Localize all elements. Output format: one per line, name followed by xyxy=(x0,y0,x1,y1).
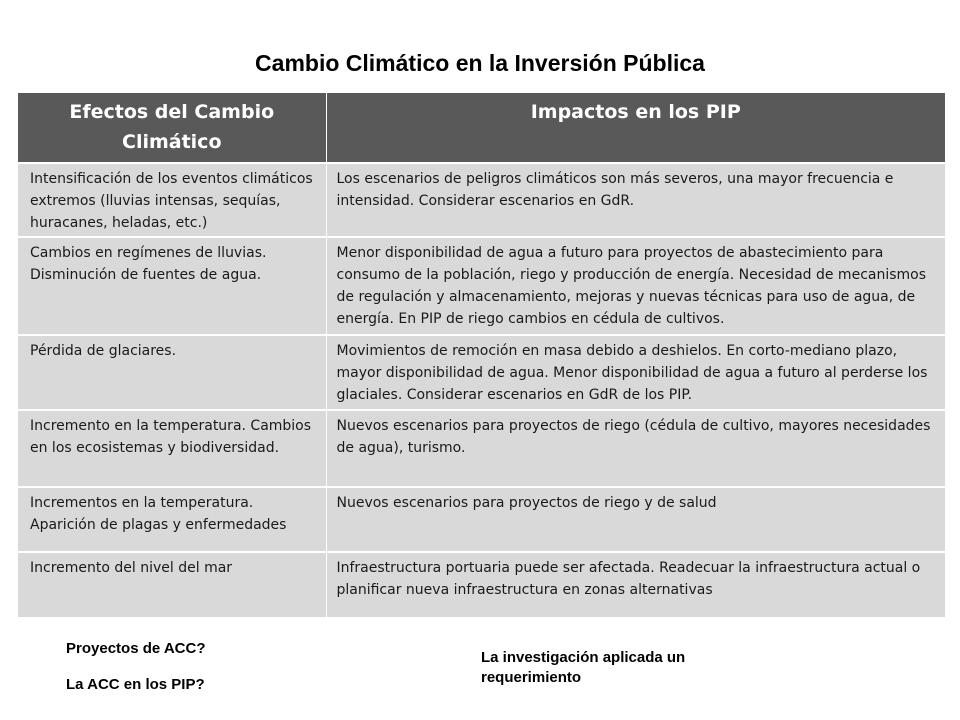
effect-cell: Incremento en la temperatura. Cambios en los ecosistemas y biodiversidad. xyxy=(18,410,326,487)
table-row xyxy=(18,335,945,410)
table-row xyxy=(18,237,945,335)
impact-cell: Menor disponibilidad de agua a futuro para proyectos de abastecimiento para consumo de la población, riego y producción de energía. Necesidad de mecanismos de regulación y almacenamiento, mejoras y nuevas técnicas para uso de agua, de energía. En PIP de riego cambios en cédula de cultivos. xyxy=(326,237,945,335)
applied-research-note: La investigación aplicada un requerimiento xyxy=(481,649,686,686)
impact-cell: Nuevos escenarios para proyectos de riego (cédula de cultivo, mayores necesidades de agua), turismo. xyxy=(326,410,945,487)
effect-cell: Pérdida de glaciares. xyxy=(18,335,326,410)
table-header-row xyxy=(18,93,945,163)
effect-cell: Incremento del nivel del mar xyxy=(18,552,326,617)
question-acc-projects: Proyectos de ACC? xyxy=(66,640,206,657)
impact-cell: Nuevos escenarios para proyectos de riego y de salud xyxy=(326,487,945,552)
question-acc-in-pip: La ACC en los PIP? xyxy=(66,676,205,693)
effect-cell: Cambios en regímenes de lluvias. Disminución de fuentes de agua. xyxy=(18,237,326,335)
effect-cell: Intensificación de los eventos climáticos extremos (lluvias intensas, sequías, huracanes, heladas, etc.) xyxy=(18,163,326,237)
table-row xyxy=(18,410,945,487)
effects-impacts-table xyxy=(18,93,945,617)
impact-cell: Los escenarios de peligros climáticos son más severos, una mayor frecuencia e intensidad. Considerar escenarios en GdR. xyxy=(326,163,945,237)
table-row xyxy=(18,487,945,552)
header-effects: Efectos del Cambio Climático xyxy=(18,93,326,163)
table-row xyxy=(18,552,945,617)
table-row xyxy=(18,163,945,237)
header-impacts: Impactos en los PIP xyxy=(326,93,945,163)
impact-cell: Infraestructura portuaria puede ser afectada. Readecuar la infraestructura actual o planificar nueva infraestructura en zonas alternativas xyxy=(326,552,945,617)
impact-cell: Movimientos de remoción en masa debido a deshielos. En corto-mediano plazo, mayor disponibilidad de agua. Menor disponibilidad de agua a futuro al perderse los glaciales. Considerar escenarios en GdR de los PIP. xyxy=(326,335,945,410)
page-title: Cambio Climático en la Inversión Pública xyxy=(255,50,705,76)
effect-cell: Incrementos en la temperatura. Aparición de plagas y enfermedades xyxy=(18,487,326,552)
